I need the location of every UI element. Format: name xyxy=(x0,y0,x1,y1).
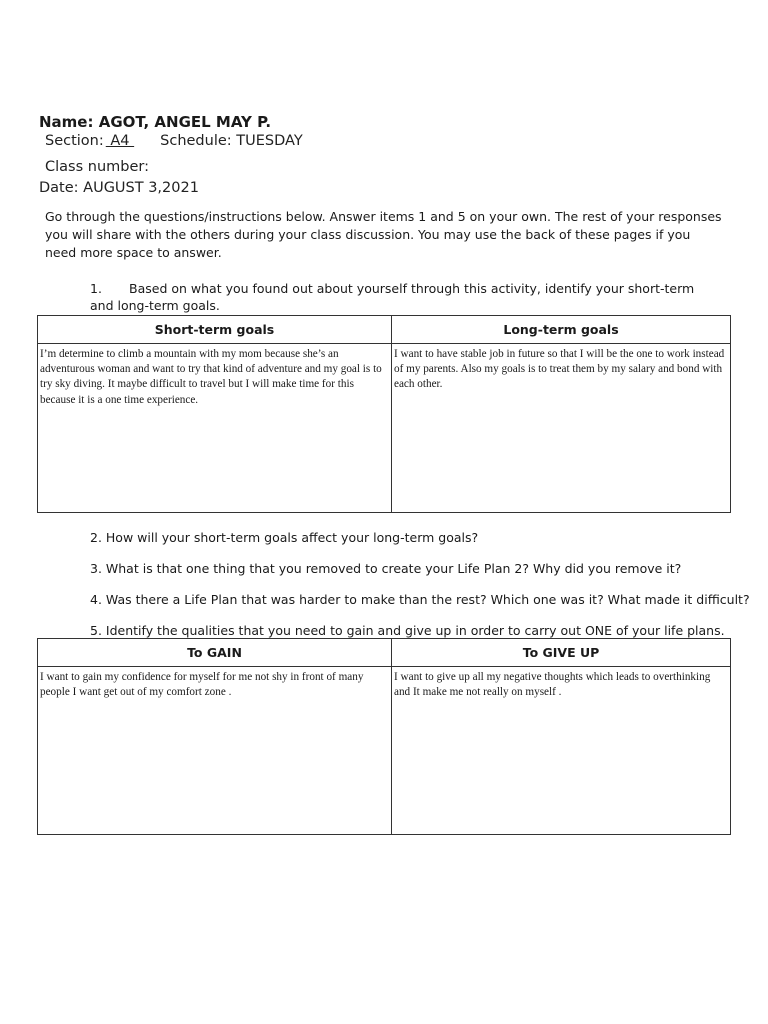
question-1-text: Based on what you found out about yourself through this activity, identify your short-term and long-term goals. xyxy=(90,281,695,313)
qualities-table-header-row xyxy=(38,639,731,667)
name-value: AGOT, ANGEL MAY P. xyxy=(98,113,272,131)
question-5: 5. Identify the qualities that you need to gain and give up in order to carry out ONE of your life plans. xyxy=(90,623,725,638)
qualities-table-answer-row xyxy=(38,667,731,835)
to-gain-header: To GAIN xyxy=(38,639,392,667)
schedule-label: Schedule: xyxy=(160,133,232,149)
section-label: Section: xyxy=(45,133,104,149)
student-name-line xyxy=(39,113,271,131)
date-label: Date: xyxy=(39,180,79,196)
class-number-line xyxy=(45,159,149,175)
question-3: 3. What is that one thing that you removed to create your Life Plan 2? Why did you remove it? xyxy=(90,561,682,576)
section-schedule-line xyxy=(45,133,303,149)
name-label: Name: xyxy=(39,113,94,131)
qualities-table xyxy=(37,638,731,835)
short-term-goals-header: Short-term goals xyxy=(38,316,392,344)
goals-table xyxy=(37,315,731,513)
instructions-paragraph: Go through the questions/instructions below. Answer items 1 and 5 on your own. The rest of your responses you will share with the others during your class discussion. You may use the back of these pages if you need more space to answer. xyxy=(45,209,722,260)
question-1 xyxy=(90,280,710,314)
section-value: A4 xyxy=(105,133,135,149)
question-4: 4. Was there a Life Plan that was harder to make than the rest? Which one was it? What made it difficult? xyxy=(90,592,750,607)
class-number-label: Class number: xyxy=(45,159,149,175)
goals-table-header-row xyxy=(38,316,731,344)
short-term-goals-answer[interactable]: I’m determine to climb a mountain with my mom because she’s an adventurous woman and want to try that kind of adventure and my goal is to try sky diving. It maybe difficult to travel but I will make time for this because it is a one time experience. xyxy=(38,344,392,513)
to-give-up-header: To GIVE UP xyxy=(392,639,731,667)
schedule-value: TUESDAY xyxy=(236,133,303,149)
long-term-goals-header: Long-term goals xyxy=(392,316,731,344)
to-give-up-answer[interactable]: I want to give up all my negative thoughts which leads to overthinking and It make me not really on myself . xyxy=(392,667,731,835)
goals-table-answer-row xyxy=(38,344,731,513)
question-1-number: 1. xyxy=(90,281,102,296)
date-line xyxy=(39,180,199,196)
date-value: AUGUST 3,2021 xyxy=(83,180,199,196)
question-2: 2. How will your short-term goals affect your long-term goals? xyxy=(90,530,479,545)
long-term-goals-answer[interactable]: I want to have stable job in future so that I will be the one to work instead of my parents. Also my goals is to treat them by my salary and bond with each other. xyxy=(392,344,731,513)
to-gain-answer[interactable]: I want to gain my confidence for myself for me not shy in front of many people I want get out of my comfort zone . xyxy=(38,667,392,835)
